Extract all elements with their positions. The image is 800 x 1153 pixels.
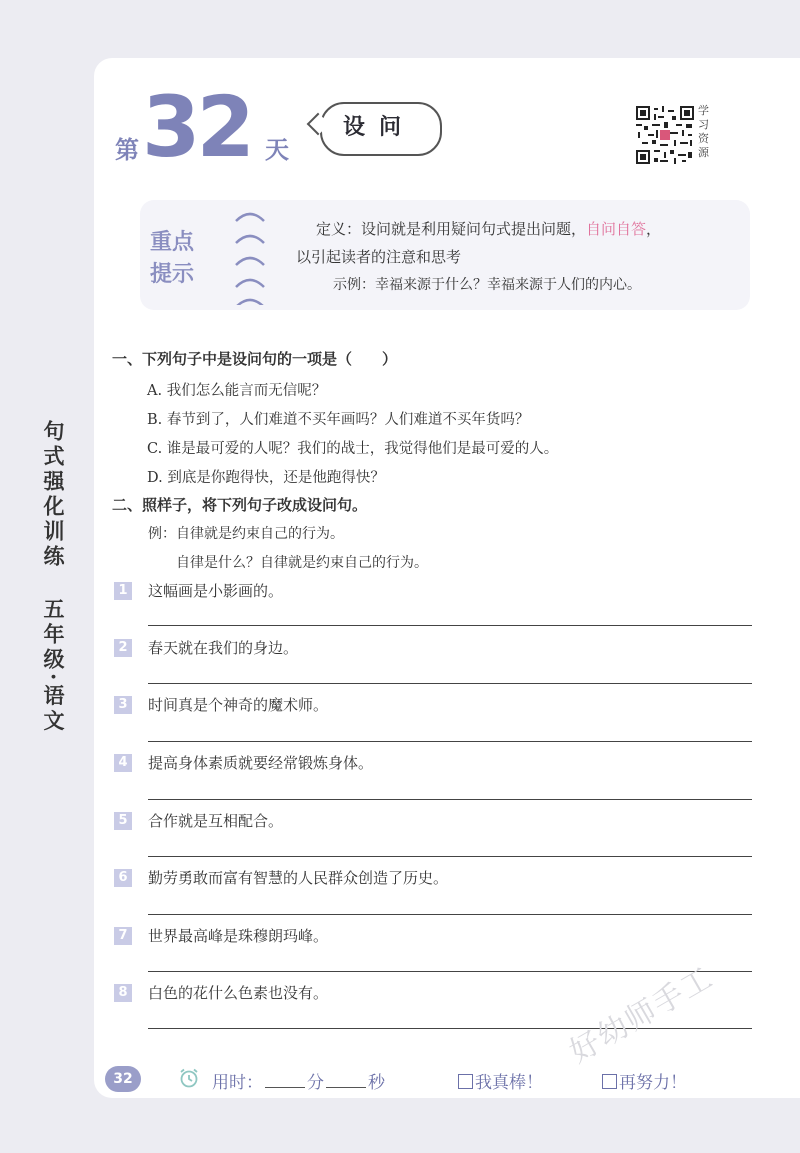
watermark: 好幼师手工 xyxy=(563,959,720,1071)
answer-line-5[interactable] xyxy=(148,856,752,857)
item-sentence: 勤劳勇敢而富有智慧的人民群众创造了历史。 xyxy=(148,869,449,887)
tip-def-suffix: ， xyxy=(646,220,662,238)
seconds-blank[interactable] xyxy=(326,1087,366,1088)
answer-line-8[interactable] xyxy=(148,1028,752,1029)
item-sentence: 春天就在我们的身边。 xyxy=(148,639,299,657)
tip-def-text: 定义：设问就是利用疑问句式提出问题， xyxy=(316,220,587,238)
answer-line-3[interactable] xyxy=(148,741,752,742)
key-tip-title: 重点提示 xyxy=(150,229,195,287)
tip-definition-line2: 以引起读者的注意和思考 xyxy=(296,248,462,266)
option-a[interactable]: A. 我们怎么能言而无信呢？ xyxy=(147,383,327,399)
item-number-badge: 5 xyxy=(114,812,132,830)
minutes-blank[interactable] xyxy=(265,1087,305,1088)
answer-line-7[interactable] xyxy=(148,971,752,972)
side-band xyxy=(0,0,94,1153)
item-number-badge: 4 xyxy=(114,754,132,772)
example-line-2: 自律是什么？自律就是约束自己的行为。 xyxy=(176,555,428,571)
item-number-badge: 6 xyxy=(114,869,132,887)
question-2-title: 二、照样子，将下列句子改成设问句。 xyxy=(112,496,368,514)
day-prefix: 第 xyxy=(115,135,139,164)
answer-line-2[interactable] xyxy=(148,683,752,684)
binder-rings-icon xyxy=(230,205,270,305)
tip-def-highlight: 自问自答 xyxy=(586,220,647,238)
day-suffix: 天 xyxy=(265,135,289,164)
try-harder-checkbox[interactable] xyxy=(602,1068,687,1093)
alarm-clock-icon xyxy=(178,1067,200,1089)
item-number-badge: 1 xyxy=(114,582,132,600)
tip-definition xyxy=(316,218,756,239)
item-number-badge: 7 xyxy=(114,927,132,945)
item-sentence: 白色的花什么色素也没有。 xyxy=(148,984,329,1002)
item-number-badge: 8 xyxy=(114,984,132,1002)
item-number-badge: 3 xyxy=(114,696,132,714)
side-grade-subject: 五年级·语文 xyxy=(41,598,66,735)
great-job-label: 我真棒！ xyxy=(475,1073,543,1093)
seconds-label: 秒 xyxy=(368,1073,385,1093)
qr-label: 学习资源 xyxy=(698,104,709,159)
minutes-label: 分 xyxy=(307,1073,324,1093)
option-c[interactable]: C. 谁是最可爱的人呢？我们的战士，我觉得他们是最可爱的人。 xyxy=(147,441,559,457)
checkbox-square[interactable] xyxy=(602,1074,617,1089)
answer-line-1[interactable] xyxy=(148,625,752,626)
item-sentence: 世界最高峰是珠穆朗玛峰。 xyxy=(148,927,329,945)
tip-example: 示例：幸福来源于什么？幸福来源于人们的内心。 xyxy=(333,277,641,293)
qr-code-icon[interactable] xyxy=(636,106,694,164)
item-sentence: 这幅画是小影画的。 xyxy=(148,582,284,600)
answer-line-4[interactable] xyxy=(148,799,752,800)
great-job-checkbox[interactable] xyxy=(458,1068,543,1093)
item-number-badge: 2 xyxy=(114,639,132,657)
topic-title: 设问 xyxy=(342,114,415,140)
example-line-1: 例：自律就是约束自己的行为。 xyxy=(148,526,344,542)
try-harder-label: 再努力！ xyxy=(619,1073,687,1093)
answer-line-6[interactable] xyxy=(148,914,752,915)
page-number: 32 xyxy=(105,1066,141,1092)
item-sentence: 时间真是个神奇的魔术师。 xyxy=(148,696,329,714)
checkbox-square[interactable] xyxy=(458,1074,473,1089)
option-d[interactable]: D. 到底是你跑得快，还是他跑得快？ xyxy=(147,470,385,486)
item-sentence: 合作就是互相配合。 xyxy=(148,812,284,830)
side-series-title: 句式强化训练 xyxy=(41,420,66,570)
option-b[interactable]: B. 春节到了，人们难道不买年画吗？人们难道不买年货吗？ xyxy=(147,412,530,428)
item-sentence: 提高身体素质就要经常锻炼身体。 xyxy=(148,754,374,772)
time-label: 用时： xyxy=(212,1073,263,1093)
time-used xyxy=(212,1068,385,1093)
question-1-title: 一、下列句子中是设问句的一项是（ ） xyxy=(112,350,398,368)
day-number: 32 xyxy=(142,78,251,176)
